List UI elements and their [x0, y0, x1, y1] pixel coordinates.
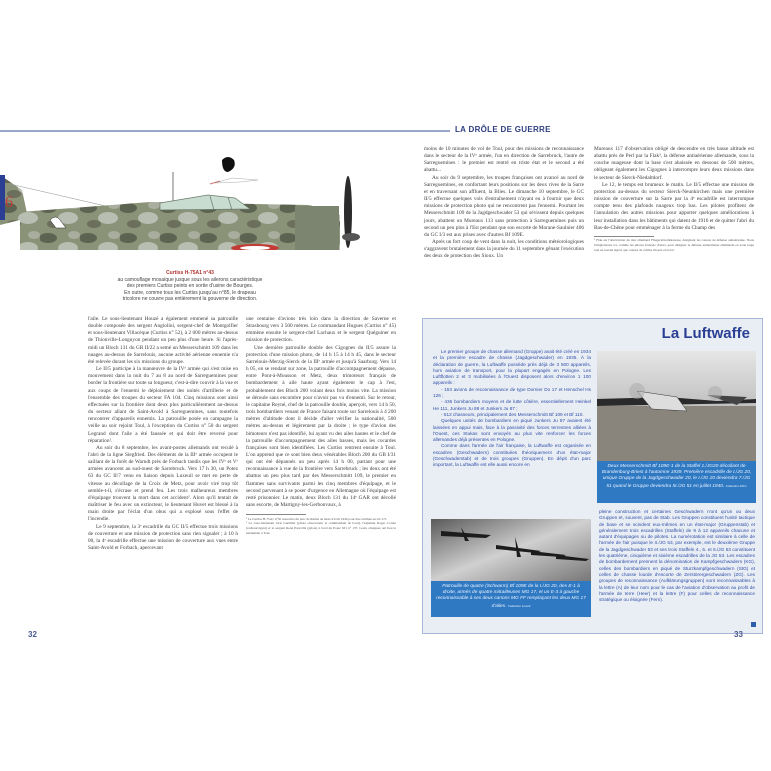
footnote-rule: [246, 514, 306, 515]
paragraph: Mureaux 117 d'observation obligé de descendre en très basse altitude est abattu près de Perl par la Flak³, la défense antiaérienne allemande, sous la couche nuageuse dont la base s'est abaissée en dessous de 500 mètres, obligeant également les Cigognes à interrompre leurs deux missions dans le secteur de Sierck-Niedaltdorf.: [594, 146, 754, 181]
paragraph: Le 9 septembre, la 3ᵉ escadrille du GC II/5 effectue trois missions de couverture et une mission de protection sans rien signaler ; à 10 h 00, la 4ᵉ escadrille effectue une mission de couverture aux vues entre Saint-Avold et Forbach, apercevant: [88, 523, 238, 551]
paragraph: Le 12, le temps est brumeux le matin. Le II/5 effectue une mission de protection au-dessus du secteur Sierck-Neunkirchen mais une première mission de couverture sur la Sarre par la 4ᵉ escadrille est interrompue compte tenu des plafonds nuageux trop bas. Les pilotes profitent de l'annulation des autres missions pour apporter quelques améliorations à leur installation dans les bâtiments qui datent de 1916 et de quitter l'abri du Bas-de-Chêne pour emménager à la ferme du Champ des: [594, 181, 754, 231]
paragraph: moins de 10 minutes de vol de Toul, pour des missions de reconnaissance dans le secteur de la IVᵉ armée, l'un en direction de Sarrebruck, l'autre de Sarreguemines : le premier est rentré en triste état et le second a été abattu...: [424, 146, 584, 174]
luftwaffe-box-text: [433, 349, 591, 469]
profile-caption: [75, 270, 305, 303]
profile-caption-line: des premiers Curtiss peints en sortie d'usine de Bourges.: [126, 283, 254, 289]
paragraph: pleine construction et certaines Geschwadern n'ont qu'un ou deux Gruppen et, souvent, pas de Stab. Les Gruppen constituent l'unité tactique de base et se scindent eux-mêmes en un état-major (Gruppenstab) et généralement trois escadrilles (Staffeln) de 9 à 12 appareils chacune et autant d'équipages ou de pilotes. La numérotation est similaire à celle de l'armée de l'air puisque le II./JG 53, par exemple, est le deuxième Gruppe de la Jagdgeschwader 53 et ses trois Staffeln 4., 5. et 6./JG 53 constituent les quatrième, cinquième et sixième escadrilles de la JG 53. Les escadres de bombardement prennent la dénomination de Kampfgeschwadern (KG), celles des bombardiers en piqué de Sturzkampfgeschwadern (StG) et celles de chasse lourde d'escorte de Zerstörergeschwadern (ZG). Les groupes de reconnaissance (Aufklärungsgruppen) sont reconnaissables à la lettre (A) de leur nom pour le cas de l'aviation d'observation au profit de l'armée de terre (Heer) et la lettre (F) pour celles de reconnaissance stratégique ou éloignée (Fern).: [599, 509, 755, 603]
paragraph: Au soir du 8 septembre, les avant-postes allemands ont reculé à l'abri de la ligne Siegfried. Des éléments de la IIIᵉ armée occupent le saillant de la forêt de Warndt près de Forbach tandis que les IVᵉ et Vᵉ armées avancent au sud-ouest de Sarrebruck. Vers 17 h 30, un Potez 63 du GC II/7 venu en liaison depuis Luxeuil se met en perte de vitesse au décollage de la Croix de Metz, pour avoir viré trop tôt semble-t-il, s'écrase et prend feu. Les trois malheureux membres d'équipage trouvent la mort dans cet accident². Alors qu'il tentait de maîtriser le feu avec un extincteur, le lieutenant Huvet est blessé à la main droite par l'éclat d'un obus qui a explosé sous l'effet de l'incendie.: [88, 444, 238, 523]
right-page-column-1: [424, 146, 584, 261]
paragraph: Le premier groupe de chasse allemand (Gruppe) avait été créé en 1934 et la première escadre de chasse (Jagdgeschwader) en 1935. À la déclaration de guerre, la Luftwaffe possède près déjà de 3 500 appareils, hors aviation de transport, pour la plupart engagés en Pologne. Les Luftflotten 2 et 3 mobilisées à l'Ouest disposent alors d'environ 1 100 appareils :: [433, 349, 591, 386]
footnote-rule: [594, 236, 654, 237]
photo-credit: Collection Lorant: [507, 603, 531, 608]
profile-caption-line: au camouflage mosaïque jusque sous les ailerons caractéristique: [117, 276, 263, 283]
footnote: ² Le sous-lieutenant Jack Guérilier (pilote observateur et commandant de bord), l'adjudant Roger Cornet (radionavigant) et le sergent René Paravilla (pilote) à bord du Potez 631 n° 137. Leurs obsèques ont lieu le lendemain à Toul.: [246, 521, 396, 535]
list-item: - 153 avions de reconnaissance de type Dornier Do 17 et Henschel Hs 126 ;: [433, 386, 591, 399]
page-number-left: 32: [28, 630, 37, 639]
paragraph: une centaine d'avions très loin dans la direction de Saverne et Strasbourg vers 3 500 mètres. Le commandant Hugues (Curtiss n° 45) emmène ensuite le sergent-chef Lachaux et le sergent Quéguiner en mission de protection.: [246, 316, 396, 344]
running-title: LA DRÔLE DE GUERRE: [455, 125, 551, 134]
profile-caption-line: En outre, comme tous les Curtiss jusqu'au n°85, le drapeau: [124, 289, 256, 296]
luftwaffe-box-title: La Luftwaffe: [661, 325, 750, 342]
luftwaffe-box-continuation: [599, 509, 755, 603]
photo-bf109-ground: [597, 351, 756, 503]
stork-emblem: [210, 157, 258, 184]
photo-caption: [431, 581, 591, 617]
footnote: ³ Flak est l'abréviation du mot allemand Fliegerabwehrkanone, désignant les canons de défense antiaérienne. Nous l'emploierons ici, comme les pilotes français d'alors, pour désigner la défense antiaérienne allemande en zone large tout en restant légers que canons de calibre moyen en bord.: [594, 238, 754, 252]
list-item: - 436 bombardiers moyens et de lutte côtière, essentiellement Heinkel He 111, Junkers Ju 88 et Junkers Ju 87 ;: [433, 399, 591, 411]
profile-caption-title: Curtiss H-75A1 n°43: [166, 270, 214, 276]
photo-caption: [597, 461, 756, 503]
profile-caption-line: tricolore ne couvre pas entièrement la gouverne de direction.: [122, 296, 258, 302]
photo-bf109-schwarm: [431, 519, 591, 617]
paragraph: Après un fort coup de vent dans la nuit, les conditions météorologiques s'aggravent brutalement dans la journée du 11 septembre gênant l'exécution des deux de protection des Sioux. Un: [424, 239, 584, 260]
list-item: - 512 chasseurs, principalement des Messerschmitt Bf 109 et Bf 110.: [441, 411, 584, 417]
end-of-article-marker: [751, 622, 756, 627]
paragraph: Au soir du 9 septembre, les troupes françaises ont avancé au nord de Sarreguemines, en confortant leurs positions sur les deux rives de la Sarre et en traversant son affluent, la Blies. Le dimanche 10 septembre, le GC II/5 effectue quelques vols d'entraînement n'ayant eu à fournir que deux missions de protection photo qui ne rencontrent pas l'ennemi. Pourtant les Messerschmitt 109 de la Jagdgeschwader 53 qui sévissent depuis quelques jours, abattent un Mureaux 113 sans protection à Sarreguemines puis un second un peu plus à l'Est pendant que son escorte de Morane-Saulnier 406 du GC I/3 est aux prises avec d'autres Bf 109E.: [424, 174, 584, 238]
paragraph: Une dernière patrouille double des Cigognes du II/5 assure la protection d'une mission photo, de 14 h 15 à 14 h 45, dans le secteur Sarrelouis-Merzig-Sierck de la IIIᵉ armée et jusqu'à Saarburg. Vers 14 h 05, en se rendant sur zone, la patrouille d'accompagnement dépasse, entre Pont-à-Mousson et Metz, deux trimoteurs français de bombardement à aile haute ayant également le cap à l'est, probablement des Bloch 200 volant deux fois moins vite. La mission se déroule sans encombre pour n'avoir pas vu d'ennemi. Sur le retour, le capitaine Reyné, chef de la patrouille double, aperçoit, vers 14 h 50, trois bombardiers venant de France faisant route sur Sarrelouis à 4 200 mètres d'altitude dont il décide d'aller vérifier la nationalité, 500 mètres au-dessus et légèrement par la droite ; le type d'avion des bimoteurs n'est pas identifié, lui ayant vu des ailes hautes et le chef de la patrouille d'accompagnement des ailes basses, mais les cocardes françaises sont bien identifiées. Les Curtiss rentrent ensuite à Toul. L'on apprend que ce sont bien deux vénérables Bloch 200 du GB I/31 qui ont été dépannés un peu après 14 h 00, partant pour une reconnaissance à vue de la frontière vers Sarrebruck ; les deux ont été abattus un peu plus tard par des Messerschmitt 109, le premier en flammes sans survivants parmi les cinq membres d'équipage, et le second parvenant à se poser d'urgence en Allemagne où l'équipage est resté prisonnier. Le matin, deux Bloch 131 du 14ᵉ GAR ont décollé sans escorte, de Martigny-les-Gerbonvaux, à: [246, 344, 396, 509]
paragraph: l'aile. Le sous-lieutenant Houzé a également emmené sa patrouille double composée des sergent Angiolini, sergent-chef de Montgolfier et sous-lieutenant Villacèque (Curtiss n° 52), à 2 000 mètres au-dessus de Thionville-Longuyon pendant un peu plus d'une heure. Si l'après-midi un Bloch 131 du GR II/22 a semé un Messerschmitt 109 dans les nuages au-dessus de Sarrelouis, aucune activité aérienne ennemie n'a été relevée durant les six missions du groupe.: [88, 316, 238, 365]
left-page-column-2: [246, 316, 396, 535]
aircraft-profile-illustration: [0, 140, 410, 250]
footnote: ¹ Le Curtiss H-75A1 n°50 ressortira du parc de Reims au mois d'avril 1940 pour être attribué au GC I/5.: [246, 516, 387, 521]
photo-caption-text: Patrouille de quatre (Schwarm) Bf 109E de la I./JG 20, des E-1 à droite, armés de quatre mitrailleuses MG 17, et un E-3 à gauche reconnaissable à ses deux canons MG FF remplaçant les deux MG 17 d'ailes.: [436, 584, 586, 609]
paragraph: Quelques unités de bombardiers en piqué Junkers Ju 87 avaient été laissées en appui mais, face à la passivité des forces terrestres alliées à l'Ouest, ces Stukas sont envoyés au plus vite renforcer les forces allemandes déjà présentes en Pologne.: [433, 418, 591, 443]
left-page-column-1: [88, 316, 238, 552]
aircraft-code: 6: [5, 194, 13, 211]
page-number-right: 33: [734, 630, 743, 639]
photo-credit: Collection Kühn: [725, 483, 747, 488]
luftwaffe-sidebar-box: [422, 318, 763, 634]
paragraph: Le II/5 participe à la manœuvre de la IVᵉ armée qui s'est mise en mouvement dans la nuit du 7 au 8 au nord de Sarreguemines pour border la frontière sur toute sa longueur, c'est-à-dire couvrir à la vue et aux coups de l'ennemi le déploiement des unités d'artillerie et de l'ensemble des troupes du secteur FA 104. Cinq missions sont ainsi effectuées sur la frontière dont deux plus particulièrement au-dessus du secteur allant de Saint-Avold à Sarreguemines, sans toutefois rencontrer d'appareils ennemis. La patrouille posée en campagne la veille au soir rejoint Toul, à l'exception du Curtiss n° 50 du sergent Legrand dont l'aile a été faussée et qui doit être reversé pour réparation¹.: [88, 366, 238, 444]
photo-caption-text: Deux Messerschmitt Bf 109E-1 de la Staffel 1./JG20 décollant de Brandenburg-Briest à l'automne 1939. Première escadrille de I./JG 20, unique Gruppe de la Jagdgeschwader 20, le I./JG 20 deviendra 7./JG 51 quand le Gruppe deviendra III./JG 51 en juillet 1940.: [601, 464, 752, 489]
paragraph: Comme dans l'armée de l'air française, la Luftwaffe est organisée en escadres (Geschwadern) constituées théoriquement d'un état-major (Geschwaderstab) et de trois groupes (Gruppen). En dépit d'un parc important, la Luftwaffe est elle aussi encore en: [433, 443, 591, 468]
header-rule: [0, 130, 450, 132]
right-page-column-2: [594, 146, 754, 252]
